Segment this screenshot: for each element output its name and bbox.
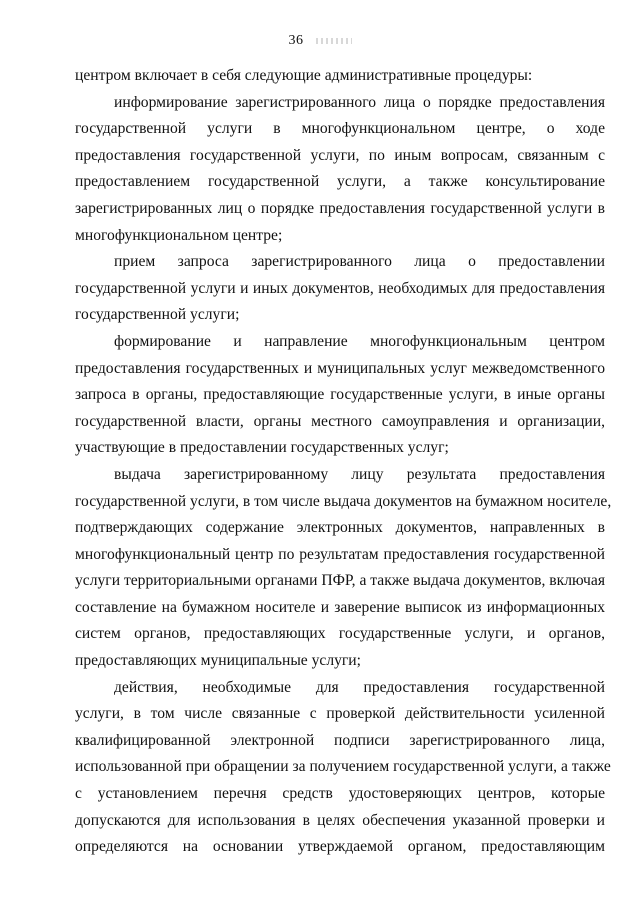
text-line: формирование и направление многофункциональным центром [114, 332, 605, 350]
text-line: участвующие в предоставлении государственных услуг; [75, 439, 449, 457]
text-line: действия, необходимые для предоставления государственной [114, 678, 605, 696]
text-line: услуги, в том числе связанные с проверкой действительности усиленной [75, 705, 605, 723]
page-number-value: 36 [288, 33, 304, 48]
text-line: использованной при обращении за получением государственной услуги, а также [75, 758, 611, 776]
page-number [0, 33, 640, 49]
text-line: запроса в органы, предоставляющие государственные услуги, в иные органы [75, 386, 605, 404]
text-line: услуги территориальными органами ПФР, а также выдача документов, включая [75, 572, 605, 590]
text-line: прием запроса зарегистрированного лица о предоставлении [114, 253, 605, 271]
text-line: государственной услуги; [75, 306, 240, 324]
text-line: с установлением перечня средств удостоверяющих центров, которые [75, 785, 605, 803]
text-line: предоставления государственной услуги, по иным вопросам, связанным с [75, 146, 605, 164]
text-line: предоставляющих муниципальные услуги; [75, 652, 361, 670]
text-line: определяются на основании утверждаемой органом, предоставляющим [75, 838, 605, 856]
text-line: государственной услуги и иных документов, необходимых для предоставления [75, 279, 605, 297]
scan-smudge [316, 38, 352, 44]
body-text [75, 63, 612, 861]
text-line: допускаются для использования в целях обеспечения указанной проверки и [75, 811, 605, 829]
text-line: государственной услуги в многофункциональном центре, о ходе [75, 120, 605, 138]
text-line: составление на бумажном носителе и заверение выписок из информационных [75, 598, 605, 616]
text-line: зарегистрированных лиц о порядке предоставления государственной услуги в [75, 199, 605, 217]
text-line: предоставления государственных и муниципальных услуг межведомственного [75, 359, 605, 377]
text-line: квалифицированной электронной подписи зарегистрированного лица, [75, 731, 605, 749]
text-line: центром включает в себя следующие административные процедуры: [75, 67, 533, 84]
text-line: государственной власти, органы местного самоуправления и организации, [75, 412, 605, 430]
text-line: выдача зарегистрированному лицу результата предоставления [114, 465, 605, 483]
text-line: государственной услуги, в том числе выдача документов на бумажном носителе, [75, 492, 612, 510]
text-line: информирование зарегистрированного лица о порядке предоставления [114, 93, 605, 111]
text-line: подтверждающих содержание электронных документов, направленных в [75, 519, 605, 537]
text-line: предоставлением государственной услуги, а также консультирование [75, 173, 605, 191]
text-line: многофункциональный центр по результатам предоставления государственной [75, 545, 605, 563]
text-line: систем органов, предоставляющих государственные услуги, и органов, [75, 625, 605, 643]
text-line: многофункциональном центре; [75, 226, 283, 244]
